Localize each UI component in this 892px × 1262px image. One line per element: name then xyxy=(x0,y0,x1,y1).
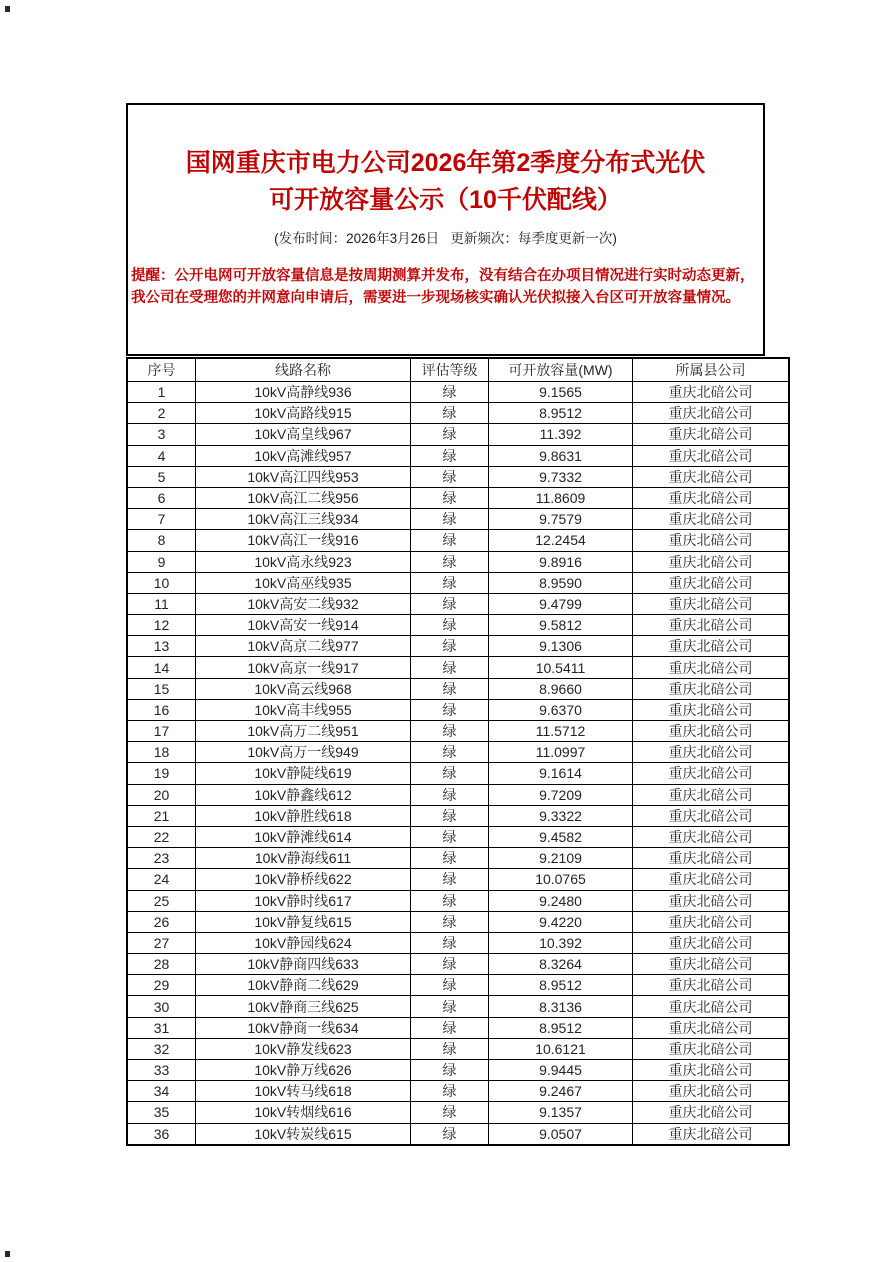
grade: 绿 xyxy=(411,572,489,593)
column-header-line-name: 线路名称 xyxy=(196,358,411,382)
company: 重庆北碚公司 xyxy=(633,784,790,805)
company: 重庆北碚公司 xyxy=(633,975,790,996)
capacity-table-head xyxy=(127,358,789,382)
line-name: 10kV静桥线622 xyxy=(196,869,411,890)
grade: 绿 xyxy=(411,996,489,1017)
row-index: 23 xyxy=(127,848,196,869)
grade: 绿 xyxy=(411,509,489,530)
line-name: 10kV静商一线634 xyxy=(196,1017,411,1038)
line-name: 10kV静园线624 xyxy=(196,932,411,953)
company: 重庆北碚公司 xyxy=(633,1038,790,1059)
notice-text: 提醒：公开电网可开放容量信息是按周期测算并发布，没有结合在办项目情况进行实时动态更新，我公司在受理您的并网意向申请后，需要进一步现场核实确认光伏拟接入台区可开放容量情况。 xyxy=(131,268,755,306)
line-name: 10kV静陡线619 xyxy=(196,763,411,784)
table-row xyxy=(127,509,789,530)
row-index: 18 xyxy=(127,742,196,763)
grade: 绿 xyxy=(411,1038,489,1059)
line-name: 10kV高滩线957 xyxy=(196,445,411,466)
line-name: 10kV静时线617 xyxy=(196,890,411,911)
company: 重庆北碚公司 xyxy=(633,466,790,487)
row-index: 36 xyxy=(127,1123,196,1145)
table-row xyxy=(127,996,789,1017)
grade: 绿 xyxy=(411,742,489,763)
line-name: 10kV转炭线615 xyxy=(196,1123,411,1145)
capacity: 10.0765 xyxy=(489,869,633,890)
capacity: 11.5712 xyxy=(489,721,633,742)
grade: 绿 xyxy=(411,699,489,720)
table-row xyxy=(127,551,789,572)
capacity: 9.1565 xyxy=(489,382,633,403)
capacity: 8.3136 xyxy=(489,996,633,1017)
line-name: 10kV高江一线916 xyxy=(196,530,411,551)
row-index: 7 xyxy=(127,509,196,530)
line-name: 10kV高京二线977 xyxy=(196,636,411,657)
company: 重庆北碚公司 xyxy=(633,848,790,869)
company: 重庆北碚公司 xyxy=(633,932,790,953)
company: 重庆北碚公司 xyxy=(633,424,790,445)
grade: 绿 xyxy=(411,424,489,445)
table-row xyxy=(127,848,789,869)
grade: 绿 xyxy=(411,1123,489,1145)
grade: 绿 xyxy=(411,466,489,487)
table-row xyxy=(127,657,789,678)
table-row xyxy=(127,530,789,551)
row-index: 2 xyxy=(127,403,196,424)
row-index: 11 xyxy=(127,593,196,614)
scan-mark-bottom-left xyxy=(5,1251,10,1257)
capacity: 9.5812 xyxy=(489,615,633,636)
table-row xyxy=(127,1123,789,1145)
capacity: 9.1306 xyxy=(489,636,633,657)
capacity: 9.8916 xyxy=(489,551,633,572)
line-name: 10kV静发线623 xyxy=(196,1038,411,1059)
company: 重庆北碚公司 xyxy=(633,572,790,593)
publish-meta-line: (发布时间：2026年3月26日 更新频次：每季度更新一次) xyxy=(274,231,617,246)
table-row xyxy=(127,1060,789,1081)
company: 重庆北碚公司 xyxy=(633,593,790,614)
table-row xyxy=(127,911,789,932)
capacity: 9.1614 xyxy=(489,763,633,784)
line-name: 10kV静海线611 xyxy=(196,848,411,869)
grade: 绿 xyxy=(411,593,489,614)
table-row xyxy=(127,445,789,466)
grade: 绿 xyxy=(411,1060,489,1081)
grade: 绿 xyxy=(411,954,489,975)
row-index: 19 xyxy=(127,763,196,784)
company: 重庆北碚公司 xyxy=(633,805,790,826)
capacity: 9.7209 xyxy=(489,784,633,805)
company: 重庆北碚公司 xyxy=(633,742,790,763)
line-name: 10kV高安一线914 xyxy=(196,615,411,636)
table-row xyxy=(127,826,789,847)
company: 重庆北碚公司 xyxy=(633,721,790,742)
column-header-grade: 评估等级 xyxy=(411,358,489,382)
row-index: 32 xyxy=(127,1038,196,1059)
company: 重庆北碚公司 xyxy=(633,615,790,636)
row-index: 4 xyxy=(127,445,196,466)
capacity: 9.7579 xyxy=(489,509,633,530)
grade: 绿 xyxy=(411,1081,489,1102)
company: 重庆北碚公司 xyxy=(633,954,790,975)
document-title xyxy=(128,145,763,219)
company: 重庆北碚公司 xyxy=(633,1060,790,1081)
table-row xyxy=(127,742,789,763)
line-name: 10kV高江三线934 xyxy=(196,509,411,530)
row-index: 34 xyxy=(127,1081,196,1102)
company: 重庆北碚公司 xyxy=(633,657,790,678)
announcement-header-box xyxy=(126,103,765,356)
capacity: 9.0507 xyxy=(489,1123,633,1145)
company: 重庆北碚公司 xyxy=(633,1017,790,1038)
row-index: 24 xyxy=(127,869,196,890)
line-name: 10kV转烟线616 xyxy=(196,1102,411,1123)
line-name: 10kV高安二线932 xyxy=(196,593,411,614)
line-name: 10kV高巫线935 xyxy=(196,572,411,593)
company: 重庆北碚公司 xyxy=(633,530,790,551)
row-index: 14 xyxy=(127,657,196,678)
grade: 绿 xyxy=(411,403,489,424)
table-row xyxy=(127,1017,789,1038)
row-index: 5 xyxy=(127,466,196,487)
grade: 绿 xyxy=(411,551,489,572)
capacity: 9.2467 xyxy=(489,1081,633,1102)
line-name: 10kV静鑫线612 xyxy=(196,784,411,805)
row-index: 16 xyxy=(127,699,196,720)
line-name: 10kV高江四线953 xyxy=(196,466,411,487)
line-name: 10kV高云线968 xyxy=(196,678,411,699)
capacity: 8.9512 xyxy=(489,403,633,424)
row-index: 8 xyxy=(127,530,196,551)
row-index: 27 xyxy=(127,932,196,953)
capacity: 9.2109 xyxy=(489,848,633,869)
capacity-table xyxy=(126,357,790,1146)
capacity: 9.4582 xyxy=(489,826,633,847)
table-header-row xyxy=(127,358,789,382)
line-name: 10kV高京一线917 xyxy=(196,657,411,678)
table-row xyxy=(127,466,789,487)
row-index: 29 xyxy=(127,975,196,996)
row-index: 30 xyxy=(127,996,196,1017)
capacity: 8.9512 xyxy=(489,975,633,996)
company: 重庆北碚公司 xyxy=(633,509,790,530)
title-line-1: 国网重庆市电力公司2026年第2季度分布式光伏 xyxy=(185,149,706,177)
company: 重庆北碚公司 xyxy=(633,699,790,720)
row-index: 12 xyxy=(127,615,196,636)
grade: 绿 xyxy=(411,530,489,551)
capacity: 8.9660 xyxy=(489,678,633,699)
capacity: 11.0997 xyxy=(489,742,633,763)
table-row xyxy=(127,572,789,593)
row-index: 3 xyxy=(127,424,196,445)
company: 重庆北碚公司 xyxy=(633,890,790,911)
capacity: 12.2454 xyxy=(489,530,633,551)
company: 重庆北碚公司 xyxy=(633,551,790,572)
scan-mark-top-left xyxy=(5,6,10,12)
capacity: 8.9512 xyxy=(489,1017,633,1038)
grade: 绿 xyxy=(411,721,489,742)
company: 重庆北碚公司 xyxy=(633,763,790,784)
title-line-2: 可开放容量公示（10千伏配线） xyxy=(269,186,622,214)
line-name: 10kV高万二线951 xyxy=(196,721,411,742)
table-row xyxy=(127,403,789,424)
table-row xyxy=(127,932,789,953)
line-name: 10kV高丰线955 xyxy=(196,699,411,720)
row-index: 35 xyxy=(127,1102,196,1123)
column-header-capacity: 可开放容量(MW) xyxy=(489,358,633,382)
row-index: 31 xyxy=(127,1017,196,1038)
company: 重庆北碚公司 xyxy=(633,445,790,466)
grade: 绿 xyxy=(411,869,489,890)
grade: 绿 xyxy=(411,805,489,826)
table-row xyxy=(127,890,789,911)
row-index: 15 xyxy=(127,678,196,699)
company: 重庆北碚公司 xyxy=(633,403,790,424)
line-name: 10kV静商四线633 xyxy=(196,954,411,975)
table-row xyxy=(127,1038,789,1059)
row-index: 13 xyxy=(127,636,196,657)
grade: 绿 xyxy=(411,932,489,953)
line-name: 10kV转马线618 xyxy=(196,1081,411,1102)
capacity: 9.6370 xyxy=(489,699,633,720)
capacity: 9.4220 xyxy=(489,911,633,932)
row-index: 20 xyxy=(127,784,196,805)
capacity: 9.1357 xyxy=(489,1102,633,1123)
row-index: 17 xyxy=(127,721,196,742)
company: 重庆北碚公司 xyxy=(633,1102,790,1123)
company: 重庆北碚公司 xyxy=(633,678,790,699)
table-row xyxy=(127,487,789,508)
grade: 绿 xyxy=(411,615,489,636)
row-index: 10 xyxy=(127,572,196,593)
company: 重庆北碚公司 xyxy=(633,869,790,890)
capacity: 9.2480 xyxy=(489,890,633,911)
table-row xyxy=(127,424,789,445)
grade: 绿 xyxy=(411,382,489,403)
table-row xyxy=(127,763,789,784)
row-index: 1 xyxy=(127,382,196,403)
company: 重庆北碚公司 xyxy=(633,487,790,508)
grade: 绿 xyxy=(411,911,489,932)
capacity: 9.3322 xyxy=(489,805,633,826)
grade: 绿 xyxy=(411,848,489,869)
capacity: 9.8631 xyxy=(489,445,633,466)
row-index: 6 xyxy=(127,487,196,508)
line-name: 10kV高万一线949 xyxy=(196,742,411,763)
row-index: 33 xyxy=(127,1060,196,1081)
capacity: 10.6121 xyxy=(489,1038,633,1059)
table-row xyxy=(127,699,789,720)
line-name: 10kV静滩线614 xyxy=(196,826,411,847)
row-index: 26 xyxy=(127,911,196,932)
company: 重庆北碚公司 xyxy=(633,911,790,932)
row-index: 22 xyxy=(127,826,196,847)
line-name: 10kV高皇线967 xyxy=(196,424,411,445)
line-name: 10kV静万线626 xyxy=(196,1060,411,1081)
capacity: 8.9590 xyxy=(489,572,633,593)
grade: 绿 xyxy=(411,763,489,784)
grade: 绿 xyxy=(411,657,489,678)
table-row xyxy=(127,382,789,403)
line-name: 10kV静胜线618 xyxy=(196,805,411,826)
capacity: 9.9445 xyxy=(489,1060,633,1081)
company: 重庆北碚公司 xyxy=(633,826,790,847)
column-header-company: 所属县公司 xyxy=(633,358,790,382)
capacity-table-body xyxy=(127,382,789,1145)
grade: 绿 xyxy=(411,826,489,847)
line-name: 10kV高江二线956 xyxy=(196,487,411,508)
company: 重庆北碚公司 xyxy=(633,1081,790,1102)
row-index: 25 xyxy=(127,890,196,911)
capacity: 9.4799 xyxy=(489,593,633,614)
table-row xyxy=(127,954,789,975)
capacity: 10.392 xyxy=(489,932,633,953)
row-index: 9 xyxy=(127,551,196,572)
company: 重庆北碚公司 xyxy=(633,636,790,657)
line-name: 10kV静商三线625 xyxy=(196,996,411,1017)
grade: 绿 xyxy=(411,784,489,805)
capacity: 11.392 xyxy=(489,424,633,445)
capacity: 8.3264 xyxy=(489,954,633,975)
capacity: 10.5411 xyxy=(489,657,633,678)
table-row xyxy=(127,805,789,826)
line-name: 10kV静商二线629 xyxy=(196,975,411,996)
table-row xyxy=(127,1081,789,1102)
grade: 绿 xyxy=(411,487,489,508)
grade: 绿 xyxy=(411,1017,489,1038)
grade: 绿 xyxy=(411,678,489,699)
table-row xyxy=(127,869,789,890)
line-name: 10kV高永线923 xyxy=(196,551,411,572)
grade: 绿 xyxy=(411,975,489,996)
table-row xyxy=(127,678,789,699)
table-row xyxy=(127,636,789,657)
row-index: 28 xyxy=(127,954,196,975)
grade: 绿 xyxy=(411,636,489,657)
table-row xyxy=(127,1102,789,1123)
capacity: 11.8609 xyxy=(489,487,633,508)
grade: 绿 xyxy=(411,890,489,911)
line-name: 10kV高静线936 xyxy=(196,382,411,403)
table-row xyxy=(127,593,789,614)
line-name: 10kV静复线615 xyxy=(196,911,411,932)
capacity: 9.7332 xyxy=(489,466,633,487)
table-row xyxy=(127,721,789,742)
grade: 绿 xyxy=(411,1102,489,1123)
line-name: 10kV高路线915 xyxy=(196,403,411,424)
column-header-row-index: 序号 xyxy=(127,358,196,382)
row-index: 21 xyxy=(127,805,196,826)
company: 重庆北碚公司 xyxy=(633,1123,790,1145)
grade: 绿 xyxy=(411,445,489,466)
table-row xyxy=(127,615,789,636)
company: 重庆北碚公司 xyxy=(633,996,790,1017)
table-row xyxy=(127,975,789,996)
table-row xyxy=(127,784,789,805)
company: 重庆北碚公司 xyxy=(633,382,790,403)
